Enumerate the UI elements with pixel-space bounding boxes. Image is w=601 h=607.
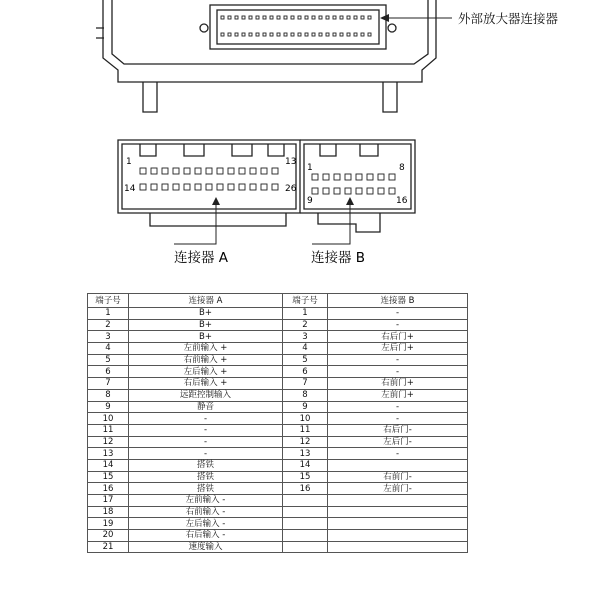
connector-a-pin-26: 26 <box>285 184 297 194</box>
connector-a-pin <box>162 168 168 174</box>
cell-connector-b <box>328 506 468 518</box>
connector-b-pin-16: 16 <box>396 196 408 206</box>
cell-connector-b <box>328 530 468 542</box>
connector-b-pin <box>356 174 362 180</box>
connector-b-pin <box>345 188 351 194</box>
connector-b-pins <box>312 174 395 194</box>
connector-a-pin <box>206 168 212 174</box>
cell-connector-a: 静音 <box>129 401 283 413</box>
cell-connector-a: 远距控制输入 <box>129 389 283 401</box>
cell-connector-b: 左后门+ <box>328 343 468 355</box>
cell-terminal-a: 7 <box>88 378 129 390</box>
cell-terminal-b <box>283 518 328 530</box>
cell-terminal-b <box>283 495 328 507</box>
cell-connector-a: 左后输入 + <box>129 366 283 378</box>
cell-terminal-b <box>283 541 328 553</box>
cell-terminal-a: 2 <box>88 319 129 331</box>
amp-pin <box>340 16 343 19</box>
amp-pin <box>277 16 280 19</box>
connector-a-pin <box>184 184 190 190</box>
connector-a-pin <box>162 184 168 190</box>
cell-terminal-a: 4 <box>88 343 129 355</box>
connector-a-pin <box>217 184 223 190</box>
cell-terminal-b: 10 <box>283 413 328 425</box>
connector-a-pin-13: 13 <box>285 157 297 167</box>
amp-pin <box>256 33 259 36</box>
connector-b-pin <box>367 174 373 180</box>
cell-terminal-a: 5 <box>88 354 129 366</box>
connector-b-pin <box>334 188 340 194</box>
cell-connector-a: - <box>129 448 283 460</box>
header-connector-a: 连接器 A <box>129 294 283 308</box>
amp-connector-arrow <box>380 14 389 22</box>
connector-a-pin <box>261 184 267 190</box>
cell-connector-a: B+ <box>129 308 283 320</box>
amp-pin <box>333 33 336 36</box>
cell-connector-a: 搭铁 <box>129 483 283 495</box>
connector-a-pin <box>217 168 223 174</box>
cell-terminal-b: 8 <box>283 389 328 401</box>
amplifier-connector-pins <box>221 16 371 36</box>
cell-terminal-b: 9 <box>283 401 328 413</box>
table-row <box>88 518 468 530</box>
amp-pin <box>256 16 259 19</box>
cell-connector-b: 右前门+ <box>328 378 468 390</box>
cell-terminal-a: 12 <box>88 436 129 448</box>
connector-a-pin <box>173 184 179 190</box>
cell-terminal-b: 15 <box>283 471 328 483</box>
amp-pin <box>235 16 238 19</box>
connector-a-pin <box>261 168 267 174</box>
connector-b-pin <box>312 188 318 194</box>
cell-connector-a: 左后输入 - <box>129 518 283 530</box>
amp-pin <box>228 33 231 36</box>
cell-connector-b: - <box>328 413 468 425</box>
header-connector-b: 连接器 B <box>328 294 468 308</box>
connector-b-pin <box>389 188 395 194</box>
amp-pin <box>284 16 287 19</box>
cell-connector-a: - <box>129 413 283 425</box>
cell-terminal-a: 16 <box>88 483 129 495</box>
cell-terminal-a: 20 <box>88 530 129 542</box>
table-row <box>88 448 468 460</box>
cell-connector-b: 左后门- <box>328 436 468 448</box>
connector-a-arrow <box>212 197 220 205</box>
connector-b-pin <box>312 174 318 180</box>
amp-pin <box>361 33 364 36</box>
cell-connector-b: 右后门- <box>328 424 468 436</box>
table-row <box>88 506 468 518</box>
connector-b-pin <box>323 174 329 180</box>
amp-pin <box>270 33 273 36</box>
connector-a-pin-14: 14 <box>124 184 136 194</box>
amp-pin <box>347 33 350 36</box>
cell-terminal-b: 16 <box>283 483 328 495</box>
cell-terminal-a: 11 <box>88 424 129 436</box>
amp-pin <box>284 33 287 36</box>
amp-pin <box>242 33 245 36</box>
cell-terminal-b: 4 <box>283 343 328 355</box>
table-row <box>88 413 468 425</box>
cell-connector-a: - <box>129 424 283 436</box>
cell-connector-b <box>328 518 468 530</box>
table-row <box>88 530 468 542</box>
table-row <box>88 354 468 366</box>
amp-pin <box>319 33 322 36</box>
connector-a-pin <box>272 184 278 190</box>
cell-connector-b: 右前门- <box>328 471 468 483</box>
amp-pin <box>368 33 371 36</box>
cell-terminal-b: 1 <box>283 308 328 320</box>
table-row <box>88 424 468 436</box>
cell-terminal-b: 11 <box>283 424 328 436</box>
amp-pin <box>277 33 280 36</box>
cell-terminal-b: 3 <box>283 331 328 343</box>
cell-terminal-a: 19 <box>88 518 129 530</box>
amp-pin <box>305 33 308 36</box>
connector-b-pin <box>356 188 362 194</box>
table-row <box>88 331 468 343</box>
cell-connector-a: 右前输入 + <box>129 354 283 366</box>
amp-pin <box>263 33 266 36</box>
cell-connector-b <box>328 459 468 471</box>
cell-terminal-a: 6 <box>88 366 129 378</box>
cell-connector-a: 左前输入 + <box>129 343 283 355</box>
cell-terminal-a: 13 <box>88 448 129 460</box>
amp-pin <box>228 16 231 19</box>
connector-a-pin <box>272 168 278 174</box>
connector-a-pin <box>239 184 245 190</box>
cell-connector-a: B+ <box>129 319 283 331</box>
connector-a-pin <box>228 184 234 190</box>
table-row <box>88 389 468 401</box>
table-row <box>88 495 468 507</box>
connector-a-pin <box>250 168 256 174</box>
cell-terminal-b: 12 <box>283 436 328 448</box>
table-row <box>88 366 468 378</box>
connector-a-pin <box>140 184 146 190</box>
cell-connector-b: 右后门+ <box>328 331 468 343</box>
amp-pin <box>312 33 315 36</box>
cell-connector-b: - <box>328 401 468 413</box>
table-row <box>88 471 468 483</box>
amp-pin <box>298 33 301 36</box>
cell-terminal-b: 2 <box>283 319 328 331</box>
cell-terminal-b: 14 <box>283 459 328 471</box>
amp-pin <box>221 16 224 19</box>
cell-connector-b: 左前门+ <box>328 389 468 401</box>
external-amp-connector-label: 外部放大器连接器 <box>458 11 559 26</box>
connector-a-pin <box>151 184 157 190</box>
cell-terminal-a: 17 <box>88 495 129 507</box>
pin-assignment-table <box>87 293 468 553</box>
connector-b-pin-8: 8 <box>399 163 405 173</box>
amp-pin <box>242 16 245 19</box>
connector-b-pin <box>345 174 351 180</box>
cell-terminal-a: 15 <box>88 471 129 483</box>
amp-pin <box>249 33 252 36</box>
connector-b-pin-9: 9 <box>307 196 313 206</box>
cell-terminal-a: 8 <box>88 389 129 401</box>
cell-connector-b: - <box>328 319 468 331</box>
cell-terminal-a: 1 <box>88 308 129 320</box>
connector-a-pin <box>239 168 245 174</box>
amp-pin <box>326 16 329 19</box>
amp-pin <box>305 16 308 19</box>
connector-a-pin <box>173 168 179 174</box>
amp-pin <box>235 33 238 36</box>
connector-b-pin <box>367 188 373 194</box>
cell-connector-a: 速度输入 <box>129 541 283 553</box>
cell-connector-a: 搭铁 <box>129 459 283 471</box>
connector-a-pin <box>195 184 201 190</box>
connector-a-pin <box>151 168 157 174</box>
amp-pin <box>368 16 371 19</box>
cell-terminal-a: 14 <box>88 459 129 471</box>
amp-pin <box>354 16 357 19</box>
amp-pin <box>249 16 252 19</box>
connector-a-pin <box>206 184 212 190</box>
table-row <box>88 541 468 553</box>
table-row <box>88 483 468 495</box>
cell-terminal-a: 21 <box>88 541 129 553</box>
connector-b-arrow <box>346 197 354 205</box>
cell-terminal-a: 10 <box>88 413 129 425</box>
cell-terminal-b: 5 <box>283 354 328 366</box>
connector-b-pin <box>378 188 384 194</box>
cell-connector-a: 右后输入 + <box>129 378 283 390</box>
connector-housing <box>118 140 415 232</box>
table-row <box>88 436 468 448</box>
cell-connector-b <box>328 541 468 553</box>
cell-terminal-b: 7 <box>283 378 328 390</box>
cell-terminal-a: 9 <box>88 401 129 413</box>
amp-pin <box>326 33 329 36</box>
table-row <box>88 319 468 331</box>
cell-connector-a: 右前输入 - <box>129 506 283 518</box>
amp-pin <box>333 16 336 19</box>
cell-connector-a: 右后输入 - <box>129 530 283 542</box>
cell-terminal-a: 3 <box>88 331 129 343</box>
connector-diagram <box>0 0 601 290</box>
table-row <box>88 378 468 390</box>
cell-connector-b: - <box>328 308 468 320</box>
cell-connector-b <box>328 495 468 507</box>
cell-connector-a: 左前输入 - <box>129 495 283 507</box>
amp-pin <box>319 16 322 19</box>
table-row <box>88 343 468 355</box>
connector-a-pin <box>184 168 190 174</box>
connector-b-pin <box>378 174 384 180</box>
cell-terminal-b <box>283 506 328 518</box>
table-row <box>88 308 468 320</box>
amp-pin <box>291 33 294 36</box>
cell-connector-b: 左前门- <box>328 483 468 495</box>
connector-a-pins <box>140 168 278 190</box>
connector-b-pin-1: 1 <box>307 163 313 173</box>
header-terminal-a: 端子号 <box>88 294 129 308</box>
header-terminal-b: 端子号 <box>283 294 328 308</box>
connector-a-pin <box>140 168 146 174</box>
cell-connector-a: B+ <box>129 331 283 343</box>
connector-b-label: 连接器 B <box>311 250 366 266</box>
amp-pin <box>347 16 350 19</box>
connector-a-label: 连接器 A <box>174 250 229 266</box>
amp-pin <box>298 16 301 19</box>
connector-b-pin <box>334 174 340 180</box>
amp-pin <box>354 33 357 36</box>
amp-pin <box>291 16 294 19</box>
cell-connector-a: - <box>129 436 283 448</box>
cell-connector-b: - <box>328 354 468 366</box>
cell-terminal-b: 13 <box>283 448 328 460</box>
amp-pin <box>361 16 364 19</box>
cell-connector-b: - <box>328 448 468 460</box>
table-row <box>88 401 468 413</box>
cell-terminal-b <box>283 530 328 542</box>
cell-connector-b: - <box>328 366 468 378</box>
table-header-row <box>88 294 468 308</box>
cell-connector-a: 搭铁 <box>129 471 283 483</box>
connector-a-pin <box>228 168 234 174</box>
table-row <box>88 459 468 471</box>
amp-pin <box>221 33 224 36</box>
amp-pin <box>270 16 273 19</box>
connector-b-pin <box>323 188 329 194</box>
cell-terminal-a: 18 <box>88 506 129 518</box>
connector-b-pin <box>389 174 395 180</box>
amp-pin <box>340 33 343 36</box>
connector-a-pin <box>195 168 201 174</box>
cell-terminal-b: 6 <box>283 366 328 378</box>
connector-a-pin-1: 1 <box>126 157 132 167</box>
amp-pin <box>312 16 315 19</box>
amp-pin <box>263 16 266 19</box>
connector-a-pin <box>250 184 256 190</box>
